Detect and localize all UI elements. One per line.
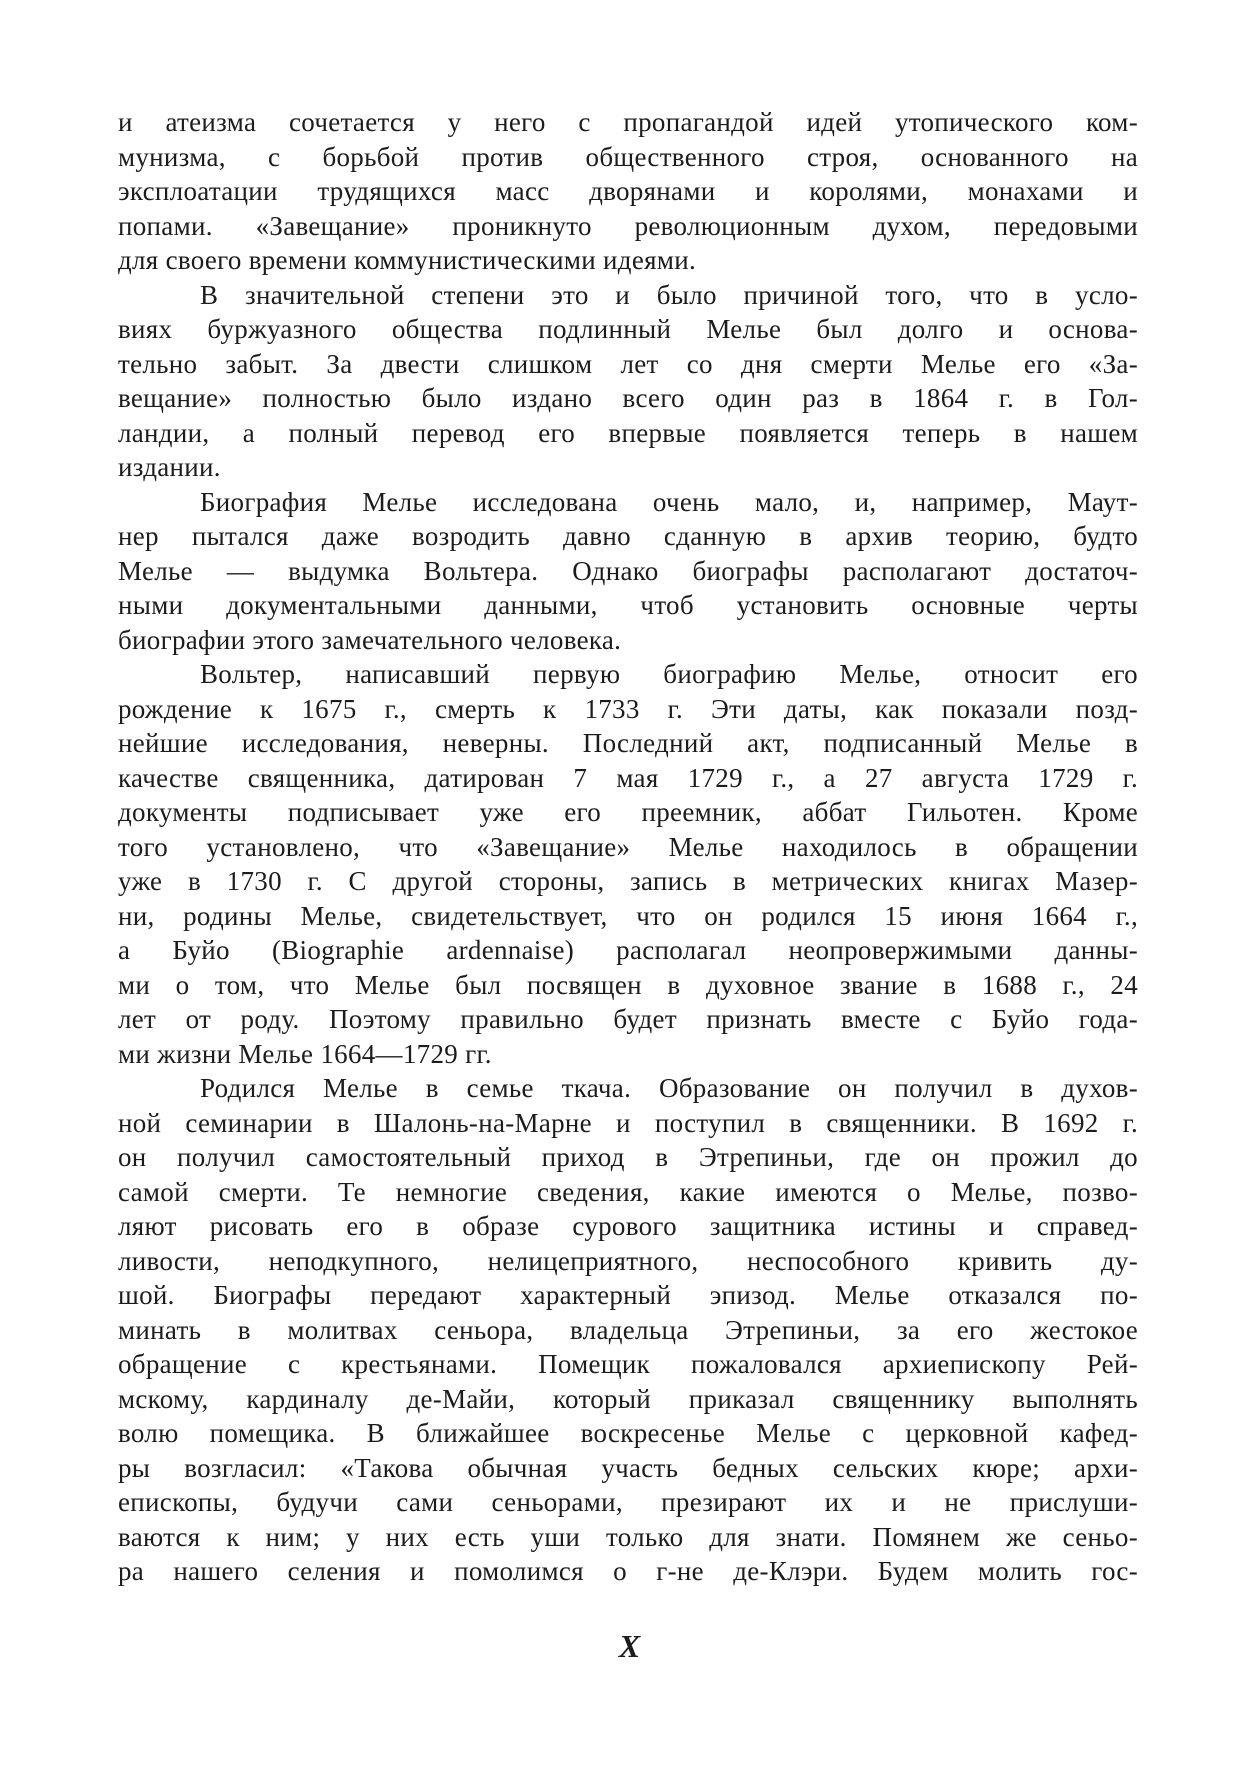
text-line: ной семинарии в Шалонь-на-Марне и поступил в священники. В 1692 г.: [118, 1107, 1138, 1138]
text-line: он получил самостоятельный приход в Этрепиньи, где он прожил до: [118, 1142, 1138, 1172]
text-line: тельно забыт. За двести слишком лет со дня смерти Мелье его «За-: [118, 348, 1138, 379]
text-line: Биография Мелье исследована очень мало, и, например, Маут-: [200, 486, 1138, 517]
text-line: шой. Биографы передают характерный эпизод. Мелье отказался по-: [118, 1280, 1138, 1310]
text-line: мунизма, с борьбой против общественного строя, основанного на: [118, 141, 1138, 172]
text-line: Родился Мелье в семье ткача. Образование он получил в духов-: [200, 1073, 1138, 1103]
text-line: для своего времени коммунистическими идеями.: [118, 245, 697, 275]
text-line: ными документальными данными, чтоб установить основные черты: [118, 590, 1138, 620]
text-line: ры возгласил: «Такова обычная участь бедных сельских кюре; архи-: [118, 1452, 1138, 1483]
text-line: ляют рисовать его в образе сурового защитника истины и справед-: [118, 1211, 1138, 1241]
text-line: издании.: [118, 452, 221, 482]
page-text-block: [118, 105, 1138, 1589]
text-line: мскому, кардиналу де-Майи, который приказал священнику выполнять: [118, 1383, 1138, 1414]
text-line: ми о том, что Мелье был посвящен в духовное звание в 1688 г., 24: [118, 969, 1138, 1000]
text-line: и атеизма сочетается у него с пропагандой идей утопического ком-: [118, 107, 1138, 137]
text-line: биографии этого замечательного человека.: [118, 624, 622, 655]
page-number: X: [618, 1628, 641, 1664]
text-line: вещание» полностью было издано всего один раз в 1864 г. в Гол-: [118, 383, 1138, 413]
text-line: ми жизни Мелье 1664—1729 гг.: [118, 1038, 492, 1069]
text-line: Вольтер, написавший первую биографию Мелье, относит его: [200, 659, 1138, 689]
text-line: виях буржуазного общества подлинный Мелье был долго и основа-: [118, 314, 1138, 344]
text-line: документы подписывает уже его преемник, аббат Гильотен. Кроме: [118, 797, 1138, 827]
text-line: рождение к 1675 г., смерть к 1733 г. Эти даты, как показали позд-: [118, 693, 1138, 724]
text-line: волю помещика. В ближайшее воскресенье Мелье с церковной кафед-: [118, 1418, 1138, 1448]
text-line: нейшие исследования, неверны. Последний акт, подписанный Мелье в: [118, 728, 1138, 758]
text-line: того установлено, что «Завещание» Мелье находилось в обращении: [118, 831, 1138, 862]
text-line: попами. «Завещание» проникнуто революционным духом, передовыми: [118, 210, 1138, 241]
text-line: ливости, неподкупного, нелицеприятного, неспособного кривить ду-: [118, 1245, 1138, 1276]
text-line: ваются к ним; у них есть уши только для знати. Помянем же сеньо-: [118, 1521, 1138, 1552]
text-line: нер пытался даже возродить давно сданную в архив теорию, будто: [118, 521, 1138, 551]
text-line: а Буйо (Biographie ardennaise) располагал неопровержимыми данны-: [118, 935, 1138, 965]
text-line: Мелье — выдумка Вольтера. Однако биографы располагают достаточ-: [118, 555, 1138, 586]
text-line: качестве священника, датирован 7 мая 1729 г., а 27 августа 1729 г.: [118, 762, 1138, 793]
text-line: минать в молитвах сеньора, владельца Этрепиньи, за его жестокое: [118, 1314, 1138, 1345]
text-line: ни, родины Мелье, свидетельствует, что он родился 15 июня 1664 г.,: [118, 900, 1138, 931]
text-line: ландии, а полный перевод его впервые появляется теперь в нашем: [118, 417, 1138, 448]
text-line: епископы, будучи сами сеньорами, презирают их и не прислуши-: [118, 1487, 1138, 1517]
text-line: эксплоатации трудящихся масс дворянами и королями, монахами и: [118, 176, 1138, 206]
text-line: ра нашего селения и помолимся о г-не де-Клэри. Будем молить гос-: [118, 1556, 1138, 1586]
text-line: В значительной степени это и было причиной того, что в усло-: [200, 279, 1138, 310]
text-line: самой смерти. Те немногие сведения, какие имеются о Мелье, позво-: [118, 1176, 1138, 1207]
text-line: обращение с крестьянами. Помещик пожаловался архиепископу Рей-: [118, 1349, 1138, 1379]
text-line: уже в 1730 г. С другой стороны, запись в метрических книгах Мазер-: [118, 866, 1138, 896]
text-line: лет от роду. Поэтому правильно будет признать вместе с Буйо года-: [118, 1004, 1138, 1034]
